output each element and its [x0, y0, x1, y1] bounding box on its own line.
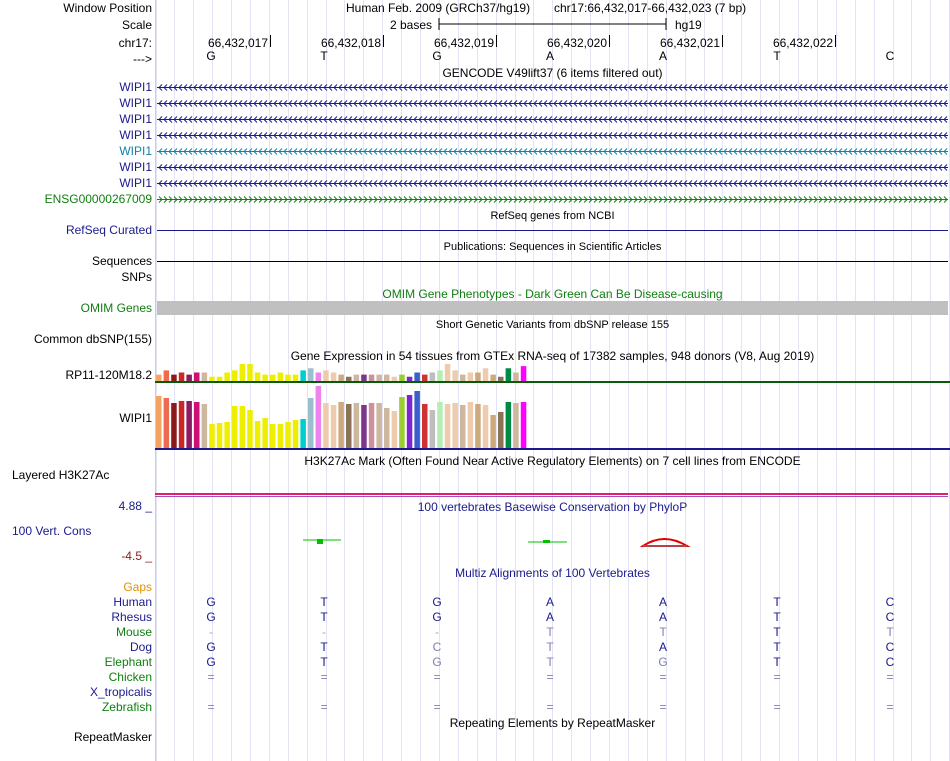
publications-title: Publications: Sequences in Scientific Articles — [443, 241, 662, 253]
gtex-rp11-bar — [278, 373, 284, 382]
conservation-plot[interactable] — [155, 530, 950, 554]
gencode-transcript-line[interactable] — [157, 131, 948, 140]
gtex-rp11-bar — [422, 375, 428, 381]
ruler-base: A — [658, 49, 667, 63]
gtex-wipi1-bar — [513, 403, 519, 448]
multiz-base: = — [546, 670, 554, 684]
multiz-base: G — [206, 655, 216, 669]
gtex-rp11-bar — [164, 370, 170, 381]
gtex-rp11-bar — [414, 373, 420, 382]
gtex-rp11-bar — [437, 370, 443, 381]
gtex-rp11-bar — [308, 368, 314, 381]
gtex-rp11-bar — [262, 375, 268, 381]
gtex-wipi1-bar — [338, 402, 344, 448]
multiz-base: C — [885, 610, 895, 624]
gtex-rp11-bar — [285, 375, 291, 381]
gtex-wipi1-bar — [414, 391, 420, 448]
gtex-rp11-bar — [156, 375, 162, 381]
gencode-transcript-line[interactable] — [157, 115, 948, 124]
multiz-species-label[interactable]: Rhesus — [111, 610, 152, 624]
gtex-rp11-bar — [460, 375, 466, 381]
multiz-base: T — [773, 640, 781, 654]
multiz-base: - — [209, 625, 213, 639]
omim-label[interactable]: OMIM Genes — [80, 301, 152, 315]
gtex-wipi1-bar — [460, 405, 466, 448]
multiz-species-label[interactable]: Elephant — [104, 655, 152, 669]
gtex-wipi1-bar — [384, 408, 390, 448]
gtex-wipi1-bar — [506, 402, 512, 448]
gtex-wipi1-bar — [194, 402, 200, 448]
multiz-base: T — [773, 595, 781, 609]
multiz-base: T — [546, 655, 554, 669]
gencode-transcript-line[interactable] — [157, 179, 948, 188]
gencode-transcript-line[interactable] — [157, 83, 948, 92]
ruler-base: C — [885, 49, 895, 63]
gtex-wipi1-bar — [346, 404, 352, 448]
gtex-wipi1-bar — [376, 403, 382, 448]
multiz-base: = — [320, 700, 328, 714]
gtex-rp11-bar — [361, 375, 367, 381]
multiz-base: T — [886, 625, 894, 639]
gtex-wipi1-bar — [369, 403, 375, 448]
multiz-base: A — [658, 595, 667, 609]
multiz-base: T — [773, 610, 781, 624]
gtex-wipi1-bar — [300, 419, 306, 448]
gtex-wipi1-bar — [323, 403, 329, 448]
multiz-base: G — [432, 610, 442, 624]
multiz-base: = — [659, 700, 667, 714]
gtex-rp11-bar — [255, 373, 260, 382]
ruler-tick-mark — [609, 35, 610, 47]
multiz-base: T — [773, 655, 781, 669]
assembly-name: Human Feb. 2009 (GRCh37/hg19) — [346, 1, 531, 15]
gencode-item-label[interactable]: WIPI1 — [119, 80, 152, 94]
gencode-transcript-line[interactable] — [157, 163, 948, 172]
ruler-tick-mark — [270, 35, 271, 47]
gencode-transcript-line[interactable] — [157, 195, 948, 204]
gtex-wipi1-bar — [422, 404, 428, 448]
multiz-base: - — [435, 625, 439, 639]
multiz-base: = — [320, 670, 328, 684]
multiz-base: C — [885, 655, 895, 669]
multiz-species-label[interactable]: X_tropicalis — [89, 685, 152, 699]
gtex-rp11-bar — [323, 370, 329, 381]
gencode-item-label[interactable]: WIPI1 — [119, 128, 152, 142]
gtex-rp11-bar — [392, 377, 398, 381]
gtex-gene-label-rp11[interactable]: RP11-120M18.2 — [65, 368, 152, 382]
gaps-label[interactable]: Gaps — [123, 580, 152, 594]
h3k27ac-signal-top[interactable] — [155, 493, 948, 495]
ruler-base: G — [206, 49, 216, 63]
gencode-transcript-line[interactable] — [157, 99, 948, 108]
dbsnp-title: Short Genetic Variants from dbSNP release 155 — [435, 319, 670, 331]
repeatmasker-label[interactable]: RepeatMasker — [73, 730, 152, 744]
conservation-mark-2-peak — [543, 540, 550, 543]
ruler-tick-mark — [496, 35, 497, 47]
gtex-rp11-bar — [468, 373, 474, 382]
ruler-tick-label: 66,432,022 — [772, 36, 833, 50]
gtex-rp11-bar — [194, 373, 200, 382]
gtex-wipi1-bar — [475, 404, 481, 448]
gtex-wipi1-bar — [179, 401, 185, 448]
ruler-tick-mark — [383, 35, 384, 47]
multiz-base: C — [432, 640, 442, 654]
gtex-rp11-bar — [171, 375, 177, 381]
gtex-rp11-bar — [247, 364, 253, 381]
multiz-species-label[interactable]: Zebrafish — [101, 700, 152, 714]
gtex-wipi1-bar — [354, 403, 360, 448]
multiz-base: G — [206, 610, 216, 624]
gtex-rp11-bar — [293, 375, 299, 381]
h3k27ac-title: H3K27Ac Mark (Often Found Near Active Regulatory Elements) on 7 cell lines from ENCODE — [304, 454, 801, 468]
gtex-rp11-bar — [331, 373, 337, 382]
multiz-base: = — [659, 670, 667, 684]
gtex-rp11-bar — [232, 370, 238, 381]
gtex-rp11-bar — [445, 364, 451, 381]
ruler-tick-mark — [835, 35, 836, 47]
gtex-wipi1-bar — [186, 401, 192, 448]
gtex-wipi1-bar — [392, 411, 398, 448]
gtex-wipi1-bar — [285, 422, 291, 448]
scale-bar — [438, 16, 670, 32]
gtex-wipi1-bar — [521, 402, 527, 448]
gtex-wipi1-bar — [308, 398, 314, 448]
gtex-bar-chart[interactable] — [155, 360, 950, 452]
ruler-base: G — [432, 49, 442, 63]
gtex-title: Gene Expression in 54 tissues from GTEx RNA-seq of 17382 samples, 948 donors (V8, Aug 2019) — [290, 349, 815, 363]
ruler-tick-label: 66,432,020 — [546, 36, 607, 50]
multiz-base: - — [322, 625, 326, 639]
gtex-rp11-bar — [209, 377, 215, 381]
gtex-wipi1-bar — [232, 406, 238, 448]
gtex-rp11-bar — [369, 375, 375, 381]
multiz-base: A — [545, 610, 554, 624]
refseq-label[interactable]: RefSeq Curated — [65, 223, 152, 237]
ruler-tick-label: 66,432,019 — [433, 36, 494, 50]
gtex-wipi1-bar — [452, 403, 458, 448]
multiz-base: T — [546, 625, 554, 639]
gtex-rp11-bar — [407, 377, 413, 381]
gtex-wipi1-bar — [202, 404, 208, 448]
ruler-tick-label: 66,432,018 — [320, 36, 381, 50]
gtex-wipi1-bar — [217, 423, 223, 448]
gtex-rp11-bar — [354, 375, 360, 381]
gtex-rp11-bar — [376, 375, 382, 381]
dbsnp-label[interactable]: Common dbSNP(155) — [33, 332, 152, 346]
multiz-base: C — [885, 640, 895, 654]
gtex-rp11-bar — [483, 368, 489, 381]
gtex-rp11-bar — [384, 375, 390, 381]
multiz-base: = — [886, 670, 894, 684]
gtex-rp11-bar — [224, 373, 230, 382]
gtex-rp11-bar — [430, 373, 436, 382]
gtex-rp11-bar — [316, 373, 322, 382]
gtex-wipi1-bar — [316, 386, 322, 448]
snps-label[interactable]: SNPs — [121, 270, 152, 284]
ruler-base: A — [545, 49, 554, 63]
gencode-transcript-line[interactable] — [157, 147, 948, 156]
gtex-rp11-bar — [346, 377, 352, 381]
gtex-rp11-bar — [217, 377, 223, 381]
chrom-label: chr17: — [118, 36, 152, 50]
publications-label[interactable]: Sequences — [91, 254, 152, 268]
gtex-wipi1-bar — [156, 396, 162, 448]
gtex-wipi1-bar — [498, 412, 504, 448]
multiz-base: G — [206, 640, 216, 654]
ruler-tick-label: 66,432,021 — [659, 36, 720, 50]
gencode-item-label[interactable]: WIPI1 — [119, 144, 152, 158]
gtex-wipi1-bar — [247, 410, 253, 448]
gencode-item-label[interactable]: WIPI1 — [119, 160, 152, 174]
gtex-wipi1-bar — [483, 405, 489, 448]
gencode-item-label[interactable]: WIPI1 — [119, 96, 152, 110]
refseq-title: RefSeq genes from NCBI — [490, 210, 615, 222]
multiz-base: = — [433, 700, 441, 714]
gtex-rp11-bar — [186, 375, 192, 381]
omim-gene-bar[interactable] — [157, 301, 948, 315]
db-name: hg19 — [675, 18, 702, 32]
gtex-gene-label-wipi1[interactable]: WIPI1 — [119, 411, 152, 425]
gencode-item-label[interactable]: ENSG00000267009 — [44, 192, 152, 206]
multiz-base: A — [545, 595, 554, 609]
window-position-label: Window Position — [63, 1, 152, 15]
gtex-rp11-bar — [202, 373, 208, 382]
gtex-wipi1-bar — [490, 415, 496, 448]
publications-line[interactable] — [157, 261, 948, 262]
multiz-species-label[interactable]: Dog — [129, 640, 152, 654]
gtex-wipi1-bar — [262, 418, 268, 448]
refseq-line[interactable] — [157, 230, 948, 231]
gtex-wipi1-bar — [399, 397, 405, 448]
multiz-base: = — [773, 700, 781, 714]
gtex-rp11-bar — [521, 366, 527, 381]
multiz-base: G — [206, 595, 216, 609]
h3k27ac-signal-bottom[interactable] — [155, 496, 948, 497]
conservation-label[interactable]: 100 Vert. Cons — [12, 524, 92, 538]
multiz-base: T — [320, 655, 328, 669]
multiz-title: Multiz Alignments of 100 Vertebrates — [455, 566, 650, 580]
gtex-wipi1-bar — [437, 402, 443, 448]
gtex-wipi1-bar — [361, 405, 367, 448]
multiz-base: T — [320, 640, 328, 654]
multiz-base: = — [886, 700, 894, 714]
multiz-base: A — [658, 640, 667, 654]
gtex-rp11-bar — [300, 370, 306, 381]
multiz-base: T — [659, 625, 667, 639]
strand-label: ---> — [133, 52, 152, 66]
multiz-base: G — [432, 655, 442, 669]
h3k27ac-label[interactable]: Layered H3K27Ac — [12, 468, 110, 482]
multiz-base: G — [432, 595, 442, 609]
gtex-wipi1-bar — [164, 398, 170, 448]
gtex-rp11-bar — [240, 364, 246, 381]
gtex-rp11-bar — [513, 373, 519, 382]
gtex-wipi1-bar — [278, 424, 284, 448]
gtex-rp11-bar — [506, 368, 512, 381]
gtex-wipi1-bar — [209, 424, 215, 448]
gtex-wipi1-bar — [445, 404, 451, 448]
gtex-rp11-bar — [452, 370, 458, 381]
gtex-rp11-bar — [179, 373, 185, 382]
omim-title: OMIM Gene Phenotypes - Dark Green Can Be Disease-causing — [382, 287, 723, 301]
scale-text: 2 bases — [390, 18, 433, 32]
multiz-species-label[interactable]: Chicken — [108, 670, 152, 684]
multiz-base: = — [207, 670, 215, 684]
gencode-title: GENCODE V49lift37 (6 items filtered out) — [442, 66, 663, 80]
gtex-wipi1-bar — [293, 420, 299, 448]
multiz-base: = — [773, 670, 781, 684]
multiz-base: C — [885, 595, 895, 609]
gtex-rp11-bar — [399, 375, 405, 381]
ruler-tick-label: 66,432,017 — [207, 36, 268, 50]
ruler-base: T — [320, 49, 328, 63]
multiz-base: T — [320, 610, 328, 624]
multiz-base: = — [207, 700, 215, 714]
multiz-base: = — [433, 670, 441, 684]
gtex-wipi1-bar — [240, 406, 246, 448]
multiz-species-label[interactable]: Mouse — [115, 625, 152, 639]
gtex-rp11-bar — [270, 375, 276, 381]
conservation-min-label: -4.5 _ — [121, 549, 152, 563]
conservation-title: 100 vertebrates Basewise Conservation by PhyloP — [417, 500, 688, 514]
conservation-mark-1-peak — [317, 539, 323, 544]
gtex-wipi1-bar — [331, 405, 337, 448]
gtex-wipi1-bar — [224, 422, 230, 448]
gtex-rp11-bar — [498, 377, 504, 381]
gtex-rp11-bar — [490, 375, 496, 381]
gtex-wipi1-bar — [430, 410, 436, 448]
gtex-rp11-bar — [475, 373, 481, 382]
gtex-wipi1-bar — [255, 421, 260, 448]
gtex-wipi1-bar — [407, 395, 413, 448]
repeatmasker-title: Repeating Elements by RepeatMasker — [449, 716, 656, 730]
multiz-base: T — [320, 595, 328, 609]
conservation-max-label: 4.88 _ — [118, 499, 152, 513]
gtex-rp11-bar — [338, 375, 344, 381]
gencode-item-label[interactable]: WIPI1 — [119, 176, 152, 190]
ruler-base: T — [773, 49, 781, 63]
gtex-wipi1-bar — [171, 403, 177, 448]
conservation-mark-3 — [643, 539, 687, 546]
position-text[interactable]: chr17:66,432,017-66,432,023 (7 bp) — [554, 1, 747, 15]
scale-label: Scale — [121, 18, 152, 32]
gtex-wipi1-bar — [468, 402, 474, 448]
multiz-base: T — [773, 625, 781, 639]
multiz-base: T — [546, 640, 554, 654]
multiz-base: G — [658, 655, 668, 669]
multiz-base: = — [546, 700, 554, 714]
gtex-wipi1-bar — [270, 424, 276, 448]
ruler-tick-mark — [722, 35, 723, 47]
multiz-species-label[interactable]: Human — [113, 595, 152, 609]
gencode-item-label[interactable]: WIPI1 — [119, 112, 152, 126]
multiz-base: A — [658, 610, 667, 624]
